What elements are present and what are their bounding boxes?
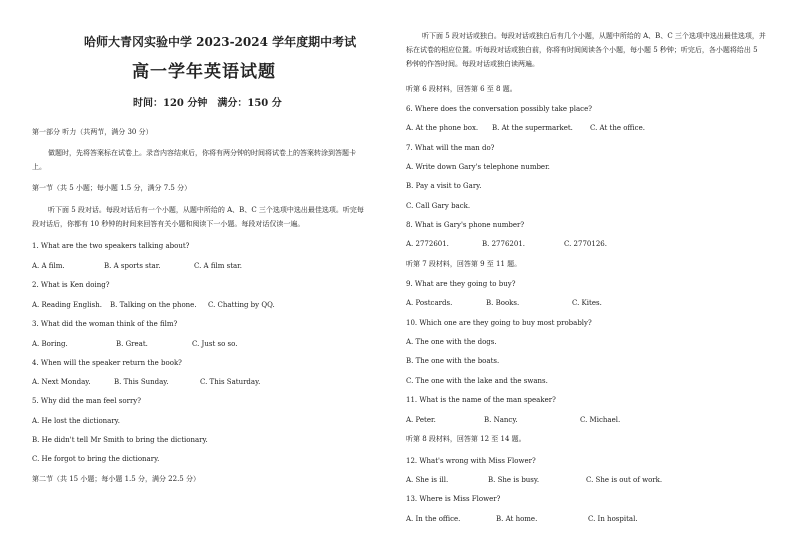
section1-instruction: 听下面 5 段对话。每段对话后有一个小题，从题中所给的 A、B、C 三个选项中选出最佳选项。听完每段对话后，你都有 10 秒钟的时间来回答有关小题和阅读下一小题。每段对话仅读一遍。 xyxy=(32,206,364,228)
q9-option-c: C. Kites. xyxy=(572,299,602,307)
q8-option-a: A. 2772601. xyxy=(406,240,449,248)
q3-option-c: C. Just so so. xyxy=(192,340,238,348)
q4-option-a: A. Next Monday. xyxy=(32,378,91,386)
q3-option-b: B. Great. xyxy=(116,340,148,348)
q13-option-a: A. In the office. xyxy=(406,515,461,523)
question-9: 9. What are they going to buy? xyxy=(406,280,516,288)
q11-option-a: A. Peter. xyxy=(406,416,436,424)
q10-option-a: A. The one with the dogs. xyxy=(406,338,497,346)
section2-heading: 第二节（共 15 小题；每小题 1.5 分，满分 22.5 分） xyxy=(32,475,200,483)
exam-title: 哈师大青冈实验中学 2023-2024 学年度期中考试 xyxy=(84,35,357,49)
q11-option-c: C. Michael. xyxy=(580,416,621,424)
question-13: 13. Where is Miss Flower? xyxy=(406,495,501,503)
question-10: 10. Which one are they going to buy most probably? xyxy=(406,319,592,327)
q5-option-a: A. He lost the dictionary. xyxy=(32,417,120,425)
subject-title: 高一学年英语试题 xyxy=(132,62,276,82)
q12-option-a: A. She is ill. xyxy=(406,476,449,484)
q1-option-b: B. A sports star. xyxy=(104,262,161,270)
q10-option-c: C. The one with the lake and the swans. xyxy=(406,377,548,385)
question-12: 12. What's wrong with Miss Flower? xyxy=(406,457,536,465)
part1-instruction: 做题时，先将答案标在试卷上。录音内容结束后，你将有两分钟的时间将试卷上的答案转涂到答题卡上。 xyxy=(32,149,356,171)
q1-option-a: A. A film. xyxy=(32,262,65,270)
q4-option-b: B. This Sunday. xyxy=(114,378,169,386)
part1-heading: 第一部分 听力（共两节，满分 30 分） xyxy=(32,128,153,136)
material-7-heading: 听第 7 段材料，回答第 9 至 11 题。 xyxy=(406,260,522,268)
q2-option-a: A. Reading English. xyxy=(32,301,102,309)
question-5: 5. Why did the man feel sorry? xyxy=(32,397,141,405)
q5-option-b: B. He didn't tell Mr Smith to bring the dictionary. xyxy=(32,436,208,444)
q9-option-b: B. Books. xyxy=(486,299,520,307)
question-8: 8. What is Gary's phone number? xyxy=(406,221,525,229)
q7-option-b: B. Pay a visit to Gary. xyxy=(406,182,482,190)
time-score: 时间：120 分钟 满分：150 分 xyxy=(133,98,282,109)
q13-option-b: B. At home. xyxy=(496,515,538,523)
q3-option-a: A. Boring. xyxy=(32,340,68,348)
question-2: 2. What is Ken doing? xyxy=(32,281,110,289)
q1-option-c: C. A film star. xyxy=(194,262,242,270)
q2-option-c: C. Chatting by QQ. xyxy=(208,301,275,309)
section1-heading: 第一节（共 5 小题；每小题 1.5 分，满分 7.5 分） xyxy=(32,184,192,192)
q7-option-a: A. Write down Gary's telephone number. xyxy=(406,163,550,171)
q5-option-c: C. He forgot to bring the dictionary. xyxy=(32,455,160,463)
question-1: 1. What are the two speakers talking about? xyxy=(32,242,190,250)
q6-option-c: C. At the office. xyxy=(590,124,645,132)
q4-option-c: C. This Saturday. xyxy=(200,378,261,386)
question-7: 7. What will the man do? xyxy=(406,144,495,152)
q2-option-b: B. Talking on the phone. xyxy=(110,301,197,309)
material-6-heading: 听第 6 段材料，回答第 6 至 8 题。 xyxy=(406,85,517,93)
question-11: 11. What is the name of the man speaker? xyxy=(406,396,556,404)
section2-instruction: 听下面 5 段对话或独白。每段对话或独白后有几个小题，从题中所给的 A、B、C 三个选项中选出最佳选项，并标在试卷的相应位置。听每段对话或独白前，你将有时间阅读各个小题，每小题 5 秒钟；听完后，各小题将给出 5 秒钟的作答时间。每段对话或独白读两遍。 xyxy=(406,32,766,68)
q9-option-a: A. Postcards. xyxy=(406,299,453,307)
q8-option-b: B. 2776201. xyxy=(482,240,525,248)
q11-option-b: B. Nancy. xyxy=(484,416,518,424)
q6-option-a: A. At the phone box. xyxy=(406,124,479,132)
q12-option-c: C. She is out of work. xyxy=(586,476,663,484)
q7-option-c: C. Call Gary back. xyxy=(406,202,471,210)
question-6: 6. Where does the conversation possibly take place? xyxy=(406,105,592,113)
q6-option-b: B. At the supermarket. xyxy=(492,124,573,132)
q10-option-b: B. The one with the boats. xyxy=(406,357,500,365)
question-3: 3. What did the woman think of the film? xyxy=(32,320,178,328)
q12-option-b: B. She is busy. xyxy=(488,476,540,484)
question-4: 4. When will the speaker return the book? xyxy=(32,359,182,367)
q13-option-c: C. In hospital. xyxy=(588,515,638,523)
q8-option-c: C. 2770126. xyxy=(564,240,607,248)
material-8-heading: 听第 8 段材料，回答第 12 至 14 题。 xyxy=(406,435,526,443)
